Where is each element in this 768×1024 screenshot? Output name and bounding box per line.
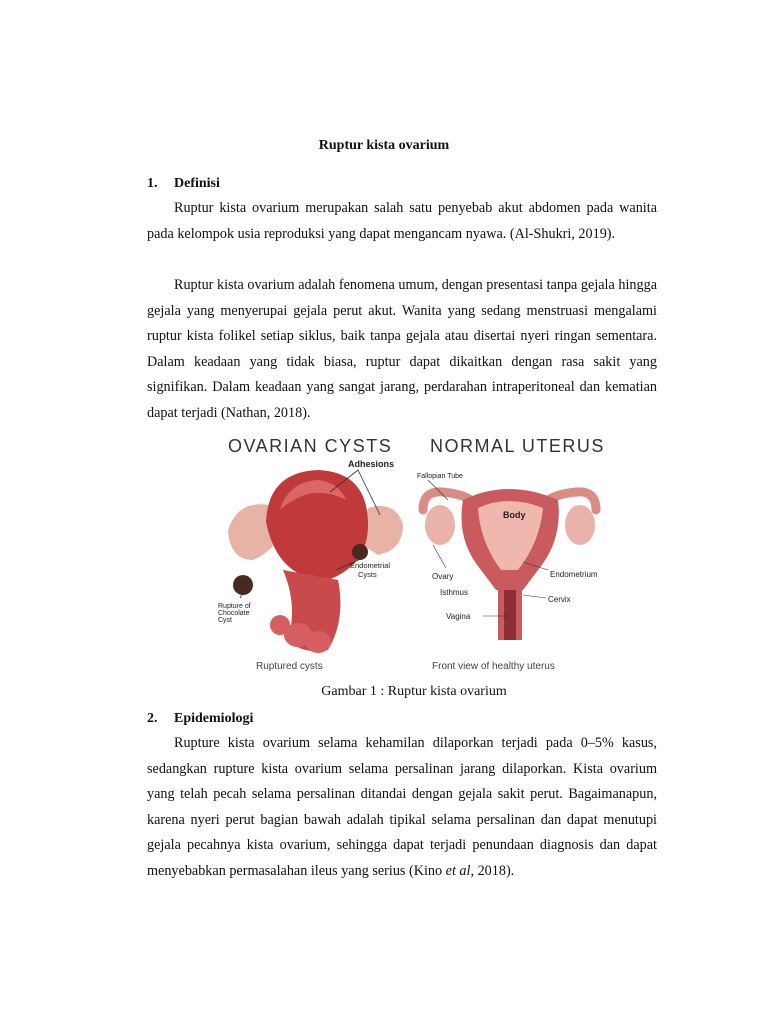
section-heading-definisi (147, 176, 220, 192)
left-caption: Ruptured cysts (256, 661, 323, 672)
label-rupture-2: Chocolate (218, 610, 250, 617)
label-isthmus: Isthmus (440, 588, 469, 597)
section-heading-text: Epidemiologi (174, 711, 254, 726)
right-caption: Front view of healthy uterus (432, 661, 555, 672)
section-number: 2. (147, 711, 158, 726)
paragraph-italic-text: et al, (445, 862, 475, 879)
label-ovary: Ovary (432, 572, 454, 581)
label-fallopian-tube: Fallopian Tube (417, 473, 463, 480)
label-rupture-1: Rupture of (218, 603, 251, 610)
label-rupture-3: Cyst (218, 617, 232, 624)
figure-right-title: NORMAL UTERUS (430, 436, 605, 456)
paragraph-definisi-2 (147, 273, 657, 426)
figure-caption: Gambar 1 : Ruptur kista ovarium (321, 684, 507, 699)
label-vagina: Vagina (446, 612, 471, 621)
section-heading-epidemiologi (147, 711, 253, 727)
label-endometrium: Endometrium (550, 570, 598, 579)
paragraph-text-end: 2018). (474, 862, 515, 879)
label-adhesions: Adhesions (348, 459, 395, 469)
paragraph-definisi-1 (147, 196, 657, 247)
label-cervix: Cervix (548, 595, 571, 604)
label-dome: Dome (fundus) (486, 483, 533, 490)
paragraph-text: Ruptur kista ovarium adalah fenomena umum, dengan presentasi tanpa gejala hingga gejala yang menyerupai gejala perut akut. Wanita yang sedang menstruasi mengalami ruptur kista folikel setiap siklus, baik tanpa gejala atau disertai nyeri ringan sementara. Dalam keadaan yang tidak biasa, ruptur dapat dikaitkan dengan rasa sakit yang signifikan. Dalam keadaan yang sangat jarang, perdarahan intraperitoneal dan kematian dapat terjadi (Nathan, 2018). (147, 277, 657, 421)
label-endometrial-2: Cysts (358, 570, 377, 579)
label-body: Body (503, 510, 526, 520)
paragraph-epidemiologi-1 (147, 731, 657, 884)
label-endometrial-1: Endometrial (350, 561, 391, 570)
paragraph-text: Ruptur kista ovarium merupakan salah satu penyebab akut abdomen pada wanita pada kelompok usia reproduksi yang dapat mengancam nyawa. (Al-Shukri, 2019). (147, 200, 657, 242)
section-heading-text: Definisi (174, 176, 220, 191)
paragraph-text: Rupture kista ovarium selama kehamilan dilaporkan terjadi pada 0–5% kasus, sedangkan rupture kista ovarium selama persalinan jarang dilaporkan. Kista ovarium yang telah pecah selama persalinan ditandai dengan gejala sakit perut. Bagaimanapun, karena nyeri perut bagian bawah adalah tipikal selama persalinan dan dapat menutupi gejala pecahnya kista ovarium, sehingga dapat terjadi penundaan diagnosis dan dapat menyebabkan permasalahan ileus yang serius (Kino (147, 735, 657, 879)
figure-left-title: OVARIAN CYSTS (228, 436, 393, 456)
section-number: 1. (147, 176, 158, 191)
document-title: Ruptur kista ovarium (318, 138, 450, 153)
ovarian-cyst-figure (218, 430, 608, 675)
